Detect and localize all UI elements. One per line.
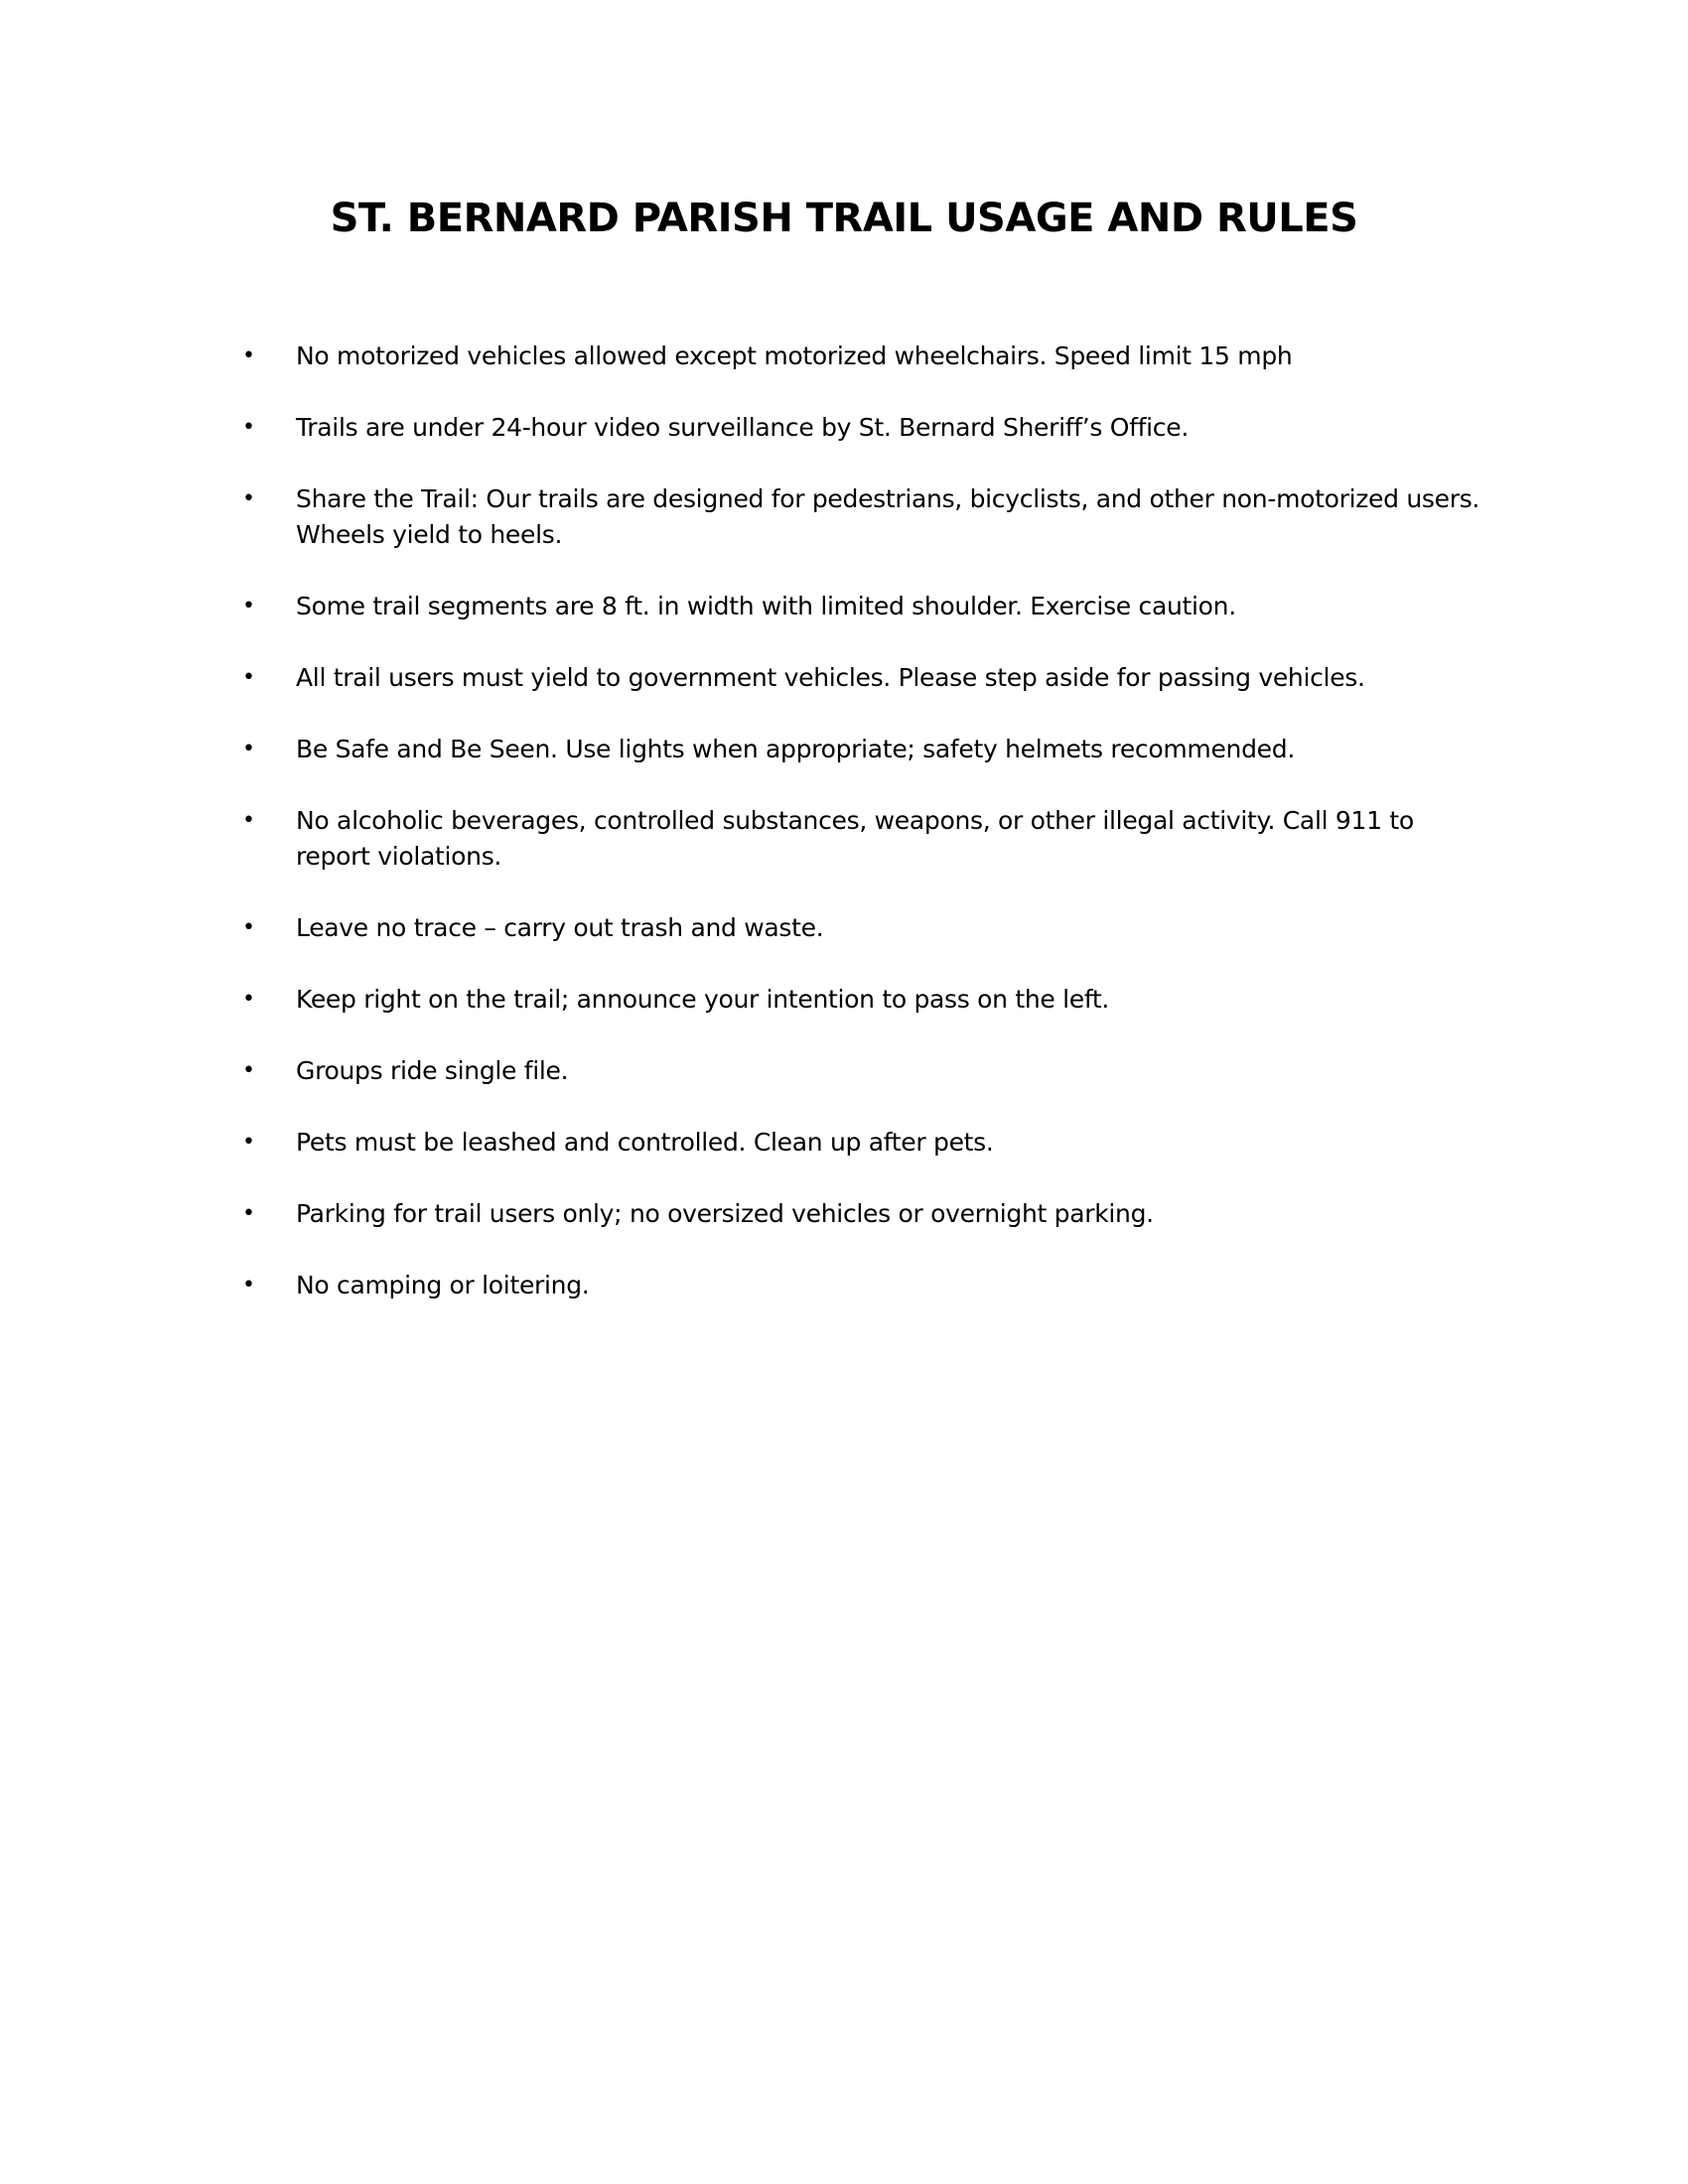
list-item [236,910,1487,946]
bullet-icon: • [242,594,255,618]
rule-text: Be Safe and Be Seen. Use lights when appropriate; safety helmets recommended. [296,735,1295,763]
rule-text: Keep right on the trail; announce your intention to pass on the left. [296,985,1110,1014]
list-item [236,1196,1487,1232]
rule-text: No camping or loitering. [296,1271,590,1299]
list-item [236,732,1487,767]
bullet-icon: • [242,665,255,690]
rule-text: Share the Trail: Our trails are designed for pedestrians, bicyclists, and other non-motorized users. Wheels yield to heels. [296,484,1480,549]
rule-text: Leave no trace – carry out trash and waste. [296,913,824,942]
bullet-icon: • [242,1058,255,1083]
bullet-icon: • [242,415,255,440]
bullet-icon: • [242,1130,255,1155]
rule-text: Groups ride single file. [296,1056,569,1085]
bullet-icon: • [242,915,255,940]
bullet-icon: • [242,808,255,833]
bullet-icon: • [242,737,255,761]
rule-text: Pets must be leashed and controlled. Clean up after pets. [296,1128,994,1157]
list-item [236,410,1487,446]
bullet-icon: • [242,486,255,511]
rule-text: Parking for trail users only; no oversized vehicles or overnight parking. [296,1199,1154,1228]
bullet-icon: • [242,1273,255,1297]
list-item [236,1053,1487,1089]
list-item [236,982,1487,1018]
bullet-icon: • [242,343,255,368]
rule-text: All trail users must yield to government vehicles. Please step aside for passing vehicles. [296,663,1365,692]
bullet-icon: • [242,1201,255,1226]
page-title: ST. BERNARD PARISH TRAIL USAGE AND RULES [330,196,1358,241]
list-item [236,1125,1487,1160]
list-item [236,660,1487,696]
list-item [236,1268,1487,1303]
list-item [236,589,1487,624]
rule-text: Trails are under 24-hour video surveillance by St. Bernard Sheriff’s Office. [296,413,1189,442]
rules-list [236,339,1487,1339]
rule-text: No motorized vehicles allowed except motorized wheelchairs. Speed limit 15 mph [296,341,1293,370]
list-item [236,339,1487,374]
list-item [236,481,1487,553]
rule-text: No alcoholic beverages, controlled substances, weapons, or other illegal activity. Call 911 to report violations. [296,806,1414,871]
bullet-icon: • [242,987,255,1012]
rule-text: Some trail segments are 8 ft. in width with limited shoulder. Exercise caution. [296,592,1236,620]
list-item [236,803,1487,875]
